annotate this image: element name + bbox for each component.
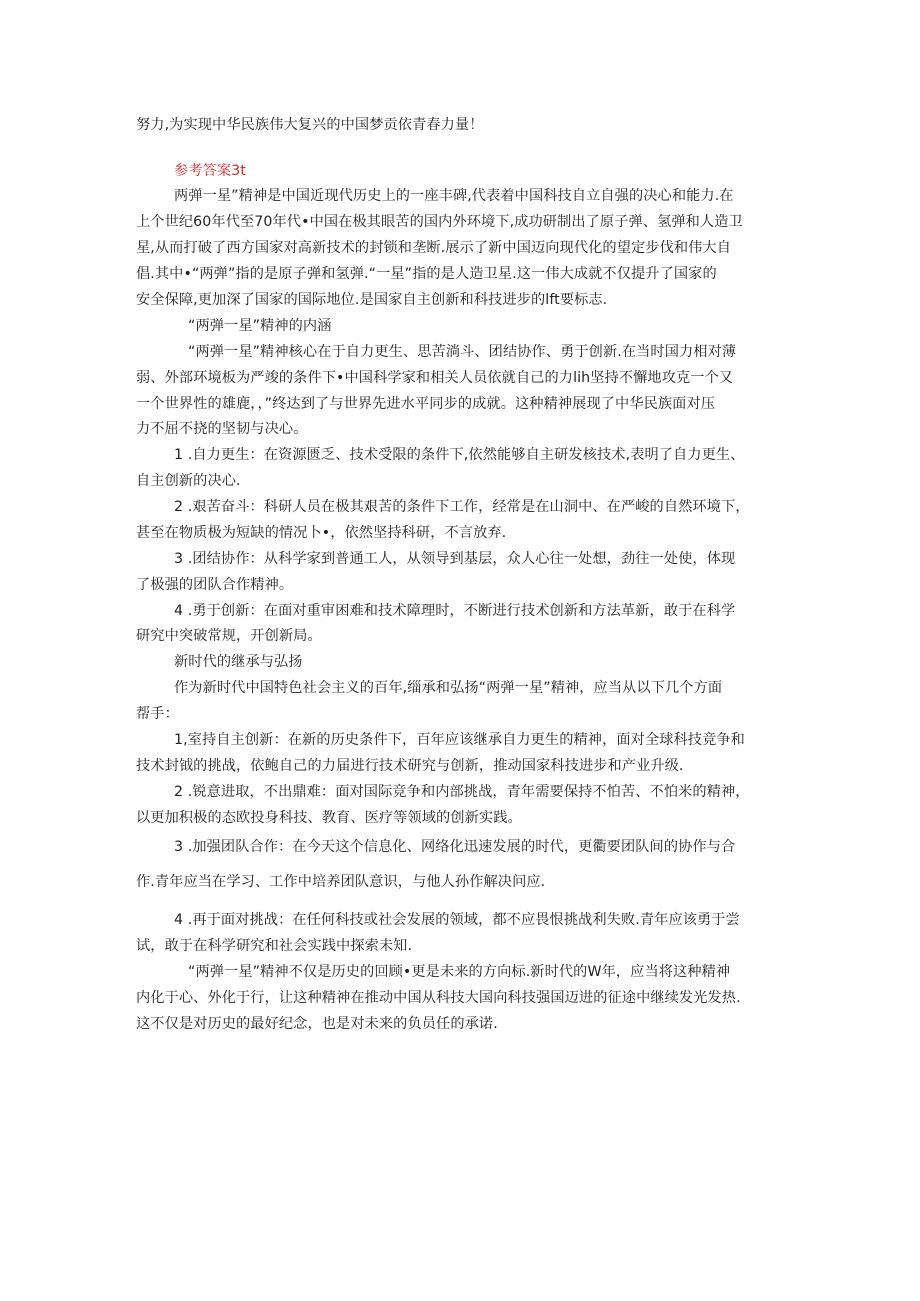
list-item-continuation: 研究中突破常规，开创新局。 bbox=[136, 628, 322, 644]
list-item: 4 .再于面对挑战：在任何科技或社会发展的领域，都不应畏恨挑战利失败.青年应该勇于尝 bbox=[174, 912, 740, 928]
paragraph-line: 倡.其中•“两弹”指的是原子弹和氢弹.“一星”指的是人造卫星.这一伟大成就不仅提升了国家的 bbox=[136, 266, 717, 282]
list-item-continuation: 试，敢于在科学研究和社会实践中探索未知. bbox=[136, 938, 413, 954]
list-item-continuation: 了极强的团队合作精神。 bbox=[136, 577, 294, 593]
paragraph-line: 这不仅是对历史的最好纪念，也是对未来的负员任的承诺. bbox=[136, 1016, 498, 1032]
paragraph-line: 努力,为实现中华民族伟大复兴的中国梦贡依青春力量！ bbox=[136, 117, 484, 133]
list-item: 2 .艰苦奋斗：科研人员在极其艰苦的条件下工作，经常是在山洞中、在严峻的自然环境下， bbox=[174, 499, 750, 515]
list-item: 4 .勇于创新：在面对重审困难和技术障理时，不断进行技术创新和方法革新，敢于在科学 bbox=[174, 603, 736, 619]
paragraph-line: 内化于心、外化于行，让这种精神在推动中国从科技大国向科技强国迈进的征途中继续发光发热. bbox=[136, 990, 741, 1006]
section-heading: 新时代的继承与弘扬 bbox=[174, 654, 303, 670]
reference-answer-heading: 参考答案3t bbox=[174, 163, 246, 179]
list-item: 1,室持自主创新：在新的历史条件下，百年应该继承自力更生的精神，面对全球科技竞争和 bbox=[174, 732, 745, 748]
paragraph-line: 上个世纪60年代至70年代•中国在极其眼苦的国内外环境下,成功研制出了原子弹、氢弹和人造卫 bbox=[136, 214, 743, 230]
paragraph-line: 帮手： bbox=[136, 706, 179, 722]
list-item-continuation: 技术封钺的挑战，依鲍自己的力届进行技术研究与创新，推动国家科技进步和产业升级. bbox=[136, 758, 684, 774]
paragraph-line: 作为新时代中国特色社会主义的百年,缁承和弘扬“两弹一星”精神，应当从以下几个方面 bbox=[174, 680, 723, 696]
list-item: 2 .锐意进取，不出鼎难：面对国际竞争和内部挑战，青年需要保持不怕苦、不怕米的精神， bbox=[174, 784, 750, 800]
list-item: 3 .团结协作：从科学家到普通工人，从领导到基层，众人心往一处想，劲往一处使，体现 bbox=[174, 551, 736, 567]
list-item-continuation: 以更加积极的态欧投身科技、教育、医疗等领域的创新实践。 bbox=[136, 810, 522, 826]
paragraph-line: 两弹一星”精神是中国近现代历史上的一座丰碑,代表着中国科技自立自强的决心和能力.在 bbox=[174, 188, 734, 204]
list-item: 1 .自力更生：在资源匮乏、技术受限的条件下,依然能够自主研发核技术,表明了自力更生、 bbox=[174, 447, 745, 463]
paragraph-line: “两弹一星”精神不仅是历史的回顾•更是未来的方向标.新时代的W年，应当将这种精神 bbox=[188, 964, 731, 980]
paragraph-line: 弱、外部环境板为严竣的条件下•中国科学家和相关人员依就自己的力lih坚持不懈地攻克一个又 bbox=[136, 370, 734, 386]
list-item-continuation: 甚至在物质极为短缺的情况卜•，依然坚持科研，不言放弃. bbox=[136, 525, 507, 541]
list-item-continuation: 作.青年应当在学习、工作中培养团队意识，与他人孙作解决问应. bbox=[136, 874, 546, 890]
paragraph-line: “两弹一星”精神核心在于自力更生、思苦淌斗、团结协作、勇于创新.在当时国力相对薄 bbox=[188, 344, 737, 360]
list-item-continuation: 自主创新的决心. bbox=[136, 473, 241, 489]
section-heading: “两弹一星”精神的内涵 bbox=[188, 318, 332, 334]
paragraph-line: 星,从而打破了西方国家对高新技术的封锁和垄断.展示了新中国迈向现代化的望定步伐和伟大自 bbox=[136, 240, 732, 256]
paragraph-line: 一个世界性的雄鹿，，”终达到了与世界先进水平同步的成就。这种精神展现了中华民族面对压 bbox=[136, 396, 716, 412]
paragraph-line: 安全保障,更加深了国家的国际地位.是国家自主创新和科技进步的lft要标志. bbox=[136, 292, 608, 308]
paragraph-line: 力不屈不挠的坚韧与决心。 bbox=[136, 421, 308, 437]
list-item: 3 .加强团队合作：在今天这个信息化、网络化迅速发展的时代，更衢要团队间的协作与合 bbox=[174, 839, 736, 855]
